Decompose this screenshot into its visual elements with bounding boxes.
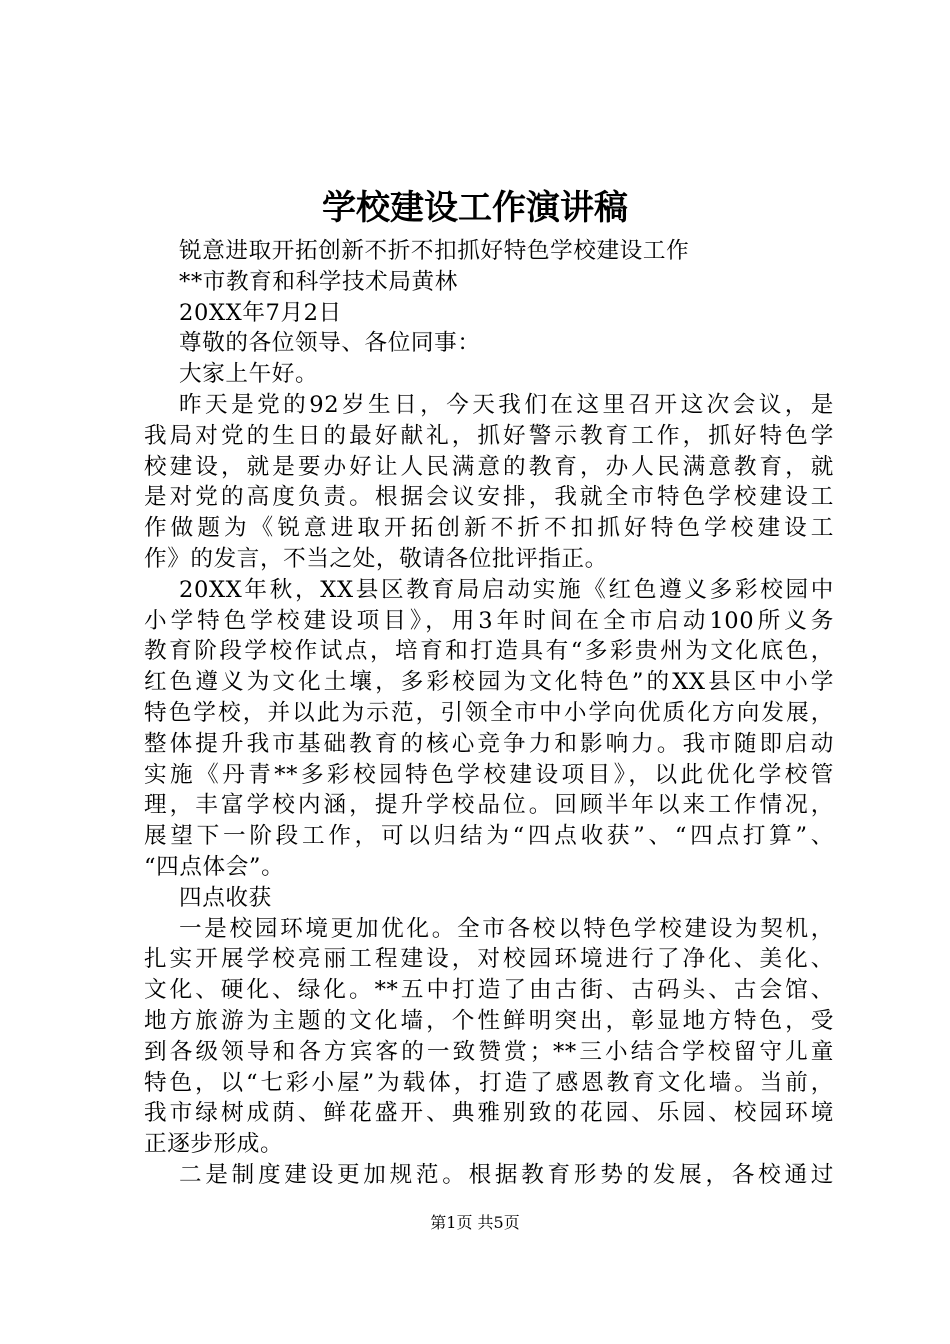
text-line: 扎实开展学校亮丽工程建设，对校园环境进行了净化、美化、 <box>144 946 834 973</box>
text-line: 大家上午好。 <box>179 361 319 388</box>
text-line: 锐意进取开拓创新不折不扣抓好特色学校建设工作 <box>179 238 690 264</box>
text-line: 一是校园环境更加优化。全市各校以特色学校建设为契机， <box>179 915 834 942</box>
text-line: 实施《丹青**多彩校园特色学校建设项目》，以此优化学校管 <box>144 761 834 788</box>
text-line: 特色，以“七彩小屋”为载体，打造了感恩教育文化墙。当前， <box>144 1069 834 1096</box>
text-line: 我局对党的生日的最好献礼，抓好警示教育工作，抓好特色学 <box>144 422 834 449</box>
text-line: 我市绿树成荫、鲜花盛开、典雅别致的花园、乐园、校园环境 <box>144 1100 834 1127</box>
document-body <box>144 236 834 1191</box>
section-heading: 四点收获 <box>179 884 272 911</box>
text-line: 展望下一阶段工作，可以归结为“四点收获”、“四点打算”、 <box>144 823 834 850</box>
text-line: 作做题为《锐意进取开拓创新不折不扣抓好特色学校建设工 <box>144 515 834 542</box>
text-line: 是对党的高度负责。根据会议安排，我就全市特色学校建设工 <box>144 484 834 511</box>
text-line: 红色遵义为文化土壤，多彩校园为文化特色”的XX县区中小学 <box>144 669 834 696</box>
text-line: 到各级领导和各方宾客的一致赞赏；**三小结合学校留守儿童 <box>144 1038 834 1065</box>
text-line: 理，丰富学校内涵，提升学校品位。回顾半年以来工作情况， <box>144 792 834 819</box>
text-line: 正逐步形成。 <box>144 1131 284 1158</box>
text-line: 特色学校，并以此为示范，引领全市中小学向优质化方向发展， <box>144 699 834 726</box>
text-line: **市教育和科学技术局黄林 <box>179 268 458 295</box>
text-line: 尊敬的各位领导、各位同事： <box>179 330 481 357</box>
page-number-footer: 第1页 共5页 <box>430 1213 520 1232</box>
text-line: 昨天是党的92岁生日，今天我们在这里召开这次会议，是 <box>179 391 834 418</box>
text-line: “四点体会”。 <box>144 853 285 880</box>
text-line: 20XX年7月2日 <box>179 299 342 326</box>
text-line: 20XX年秋，XX县区教育局启动实施《红色遵义多彩校园中 <box>179 576 834 603</box>
text-line: 二是制度建设更加规范。根据教育形势的发展，各校通过 <box>179 1161 834 1188</box>
text-line: 教育阶段学校作试点，培育和打造具有“多彩贵州为文化底色， <box>144 638 834 665</box>
text-line: 校建设，就是要办好让人民满意的教育，办人民满意教育，就 <box>144 453 834 480</box>
text-line: 小学特色学校建设项目》，用3年时间在全市启动100所义务 <box>144 607 834 634</box>
text-line: 文化、硬化、绿化。**五中打造了由古街、古码头、古会馆、 <box>144 977 834 1004</box>
document-title: 学校建设工作演讲稿 <box>322 188 628 228</box>
text-line: 地方旅游为主题的文化墙，个性鲜明突出，彰显地方特色，受 <box>144 1007 834 1034</box>
text-line: 作》的发言，不当之处，敬请各位批评指正。 <box>144 545 608 572</box>
text-line: 整体提升我市基础教育的核心竞争力和影响力。我市随即启动 <box>144 730 834 757</box>
